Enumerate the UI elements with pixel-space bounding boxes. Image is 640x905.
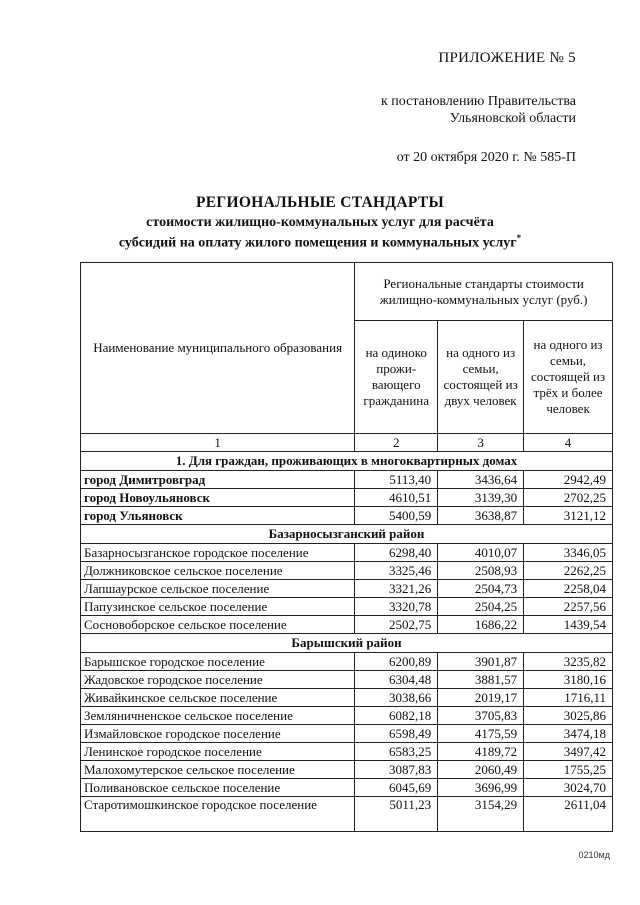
municipality-name: Лапшаурское сельское поселение <box>81 580 355 598</box>
municipality-name: Должниковское сельское поселение <box>81 562 355 580</box>
value-three-plus: 3346,05 <box>524 544 613 562</box>
value-two-person: 3696,99 <box>438 779 524 797</box>
value-two-person: 2504,25 <box>438 598 524 616</box>
district-title: Базарносызганский район <box>81 525 613 544</box>
value-three-plus: 1716,11 <box>524 689 613 707</box>
value-three-plus: 3235,82 <box>524 653 613 671</box>
column-group-header: Региональные стандарты стоимости жилищно-коммунальных услуг (руб.) <box>355 263 613 321</box>
value-single: 6045,69 <box>355 779 438 797</box>
value-single: 3038,66 <box>355 689 438 707</box>
municipality-name: Барышское городское поселение <box>81 653 355 671</box>
value-two-person: 3139,30 <box>438 489 524 507</box>
district-header-row <box>81 634 613 653</box>
section-title: 1. Для граждан, проживающих в многоквартирных домах <box>81 452 613 471</box>
table-row <box>81 507 613 525</box>
municipality-name: Жадовское городское поселение <box>81 671 355 689</box>
standards-table <box>80 262 613 832</box>
district-title: Барышский район <box>81 634 613 653</box>
value-three-plus: 2702,25 <box>524 489 613 507</box>
resolution-line-2: Ульяновской области <box>449 111 576 126</box>
value-three-plus: 2611,04 <box>524 797 613 832</box>
table-row <box>81 671 613 689</box>
resolution-date: от 20 октября 2020 г. № 585-П <box>396 150 576 165</box>
table-row <box>81 580 613 598</box>
value-two-person: 3638,87 <box>438 507 524 525</box>
value-two-person: 2504,73 <box>438 580 524 598</box>
municipality-name: Папузинское сельское поселение <box>81 598 355 616</box>
municipality-name: Поливановское сельское поселение <box>81 779 355 797</box>
value-single: 6304,48 <box>355 671 438 689</box>
value-single: 6298,40 <box>355 544 438 562</box>
document-subtitle-line-2 <box>0 233 640 252</box>
municipality-name: Базарносызганское городское поселение <box>81 544 355 562</box>
column-number-row <box>81 434 613 452</box>
value-two-person: 3705,83 <box>438 707 524 725</box>
value-three-plus: 3121,12 <box>524 507 613 525</box>
value-three-plus: 2258,04 <box>524 580 613 598</box>
value-single: 6200,89 <box>355 653 438 671</box>
value-three-plus: 3025,86 <box>524 707 613 725</box>
municipality-name: Измайловское городское поселение <box>81 725 355 743</box>
value-two-person: 2019,17 <box>438 689 524 707</box>
column-header-two-person: на одного из семьи, состоящей из двух человек <box>438 321 524 434</box>
value-single: 5113,40 <box>355 471 438 489</box>
table-row <box>81 797 613 832</box>
value-single: 3087,83 <box>355 761 438 779</box>
municipality-name: город Димитровград <box>81 471 355 489</box>
column-header-three-plus: на одного из семьи, состоящей из трёх и более человек <box>524 321 613 434</box>
document-code-stamp: 0210мд <box>578 850 610 860</box>
value-two-person: 4010,07 <box>438 544 524 562</box>
table-row <box>81 743 613 761</box>
value-single: 6583,25 <box>355 743 438 761</box>
resolution-line-1: к постановлению Правительства <box>380 94 576 109</box>
column-number: 2 <box>355 434 438 452</box>
column-number: 4 <box>524 434 613 452</box>
value-three-plus: 2942,49 <box>524 471 613 489</box>
table-row <box>81 779 613 797</box>
value-single: 6082,18 <box>355 707 438 725</box>
value-two-person: 3901,87 <box>438 653 524 671</box>
value-three-plus: 2257,56 <box>524 598 613 616</box>
value-two-person: 1686,22 <box>438 616 524 634</box>
municipality-name: Ленинское городское поселение <box>81 743 355 761</box>
value-single: 3320,78 <box>355 598 438 616</box>
table-row <box>81 761 613 779</box>
municipality-name: Малохомутерское сельское поселение <box>81 761 355 779</box>
value-two-person: 4175,59 <box>438 725 524 743</box>
value-single: 6598,49 <box>355 725 438 743</box>
value-two-person: 3154,29 <box>438 797 524 832</box>
district-header-row <box>81 525 613 544</box>
value-three-plus: 3474,18 <box>524 725 613 743</box>
value-two-person: 2060,49 <box>438 761 524 779</box>
value-three-plus: 1755,25 <box>524 761 613 779</box>
value-single: 5011,23 <box>355 797 438 832</box>
table-row <box>81 544 613 562</box>
value-three-plus: 2262,25 <box>524 562 613 580</box>
value-single: 3325,46 <box>355 562 438 580</box>
document-title: РЕГИОНАЛЬНЫЕ СТАНДАРТЫ <box>195 194 444 211</box>
section-header-row <box>81 452 613 471</box>
value-three-plus: 3024,70 <box>524 779 613 797</box>
table-row <box>81 489 613 507</box>
value-single: 2502,75 <box>355 616 438 634</box>
value-two-person: 3436,64 <box>438 471 524 489</box>
municipality-name: Сосновоборское сельское поселение <box>81 616 355 634</box>
footnote-mark: * <box>516 233 522 243</box>
table-row <box>81 616 613 634</box>
municipality-name: город Ульяновск <box>81 507 355 525</box>
value-two-person: 2508,93 <box>438 562 524 580</box>
value-two-person: 4189,72 <box>438 743 524 761</box>
column-header-name: Наименование муниципального образования <box>81 263 355 434</box>
subtitle-text: субсидий на оплату жилого помещения и коммунальных услуг <box>118 235 517 251</box>
appendix-label: ПРИЛОЖЕНИЕ № 5 <box>438 50 576 66</box>
value-single: 4610,51 <box>355 489 438 507</box>
document-subtitle-line-1: стоимости жилищно-коммунальных услуг для расчёта <box>146 215 494 230</box>
column-number: 3 <box>438 434 524 452</box>
value-three-plus: 1439,54 <box>524 616 613 634</box>
table-row <box>81 653 613 671</box>
column-number: 1 <box>81 434 355 452</box>
value-three-plus: 3180,16 <box>524 671 613 689</box>
value-single: 3321,26 <box>355 580 438 598</box>
column-header-single: на одиноко прожи-вающего гражданина <box>355 321 438 434</box>
value-single: 5400,59 <box>355 507 438 525</box>
table-row <box>81 725 613 743</box>
municipality-name: город Новоульяновск <box>81 489 355 507</box>
municipality-name: Земляничненское сельское поселение <box>81 707 355 725</box>
municipality-name: Старотимошкинское городское поселение <box>81 797 355 832</box>
table-row <box>81 689 613 707</box>
table-row <box>81 707 613 725</box>
table-row <box>81 562 613 580</box>
value-three-plus: 3497,42 <box>524 743 613 761</box>
table-row <box>81 471 613 489</box>
table-row <box>81 598 613 616</box>
value-two-person: 3881,57 <box>438 671 524 689</box>
municipality-name: Живайкинское сельское поселение <box>81 689 355 707</box>
